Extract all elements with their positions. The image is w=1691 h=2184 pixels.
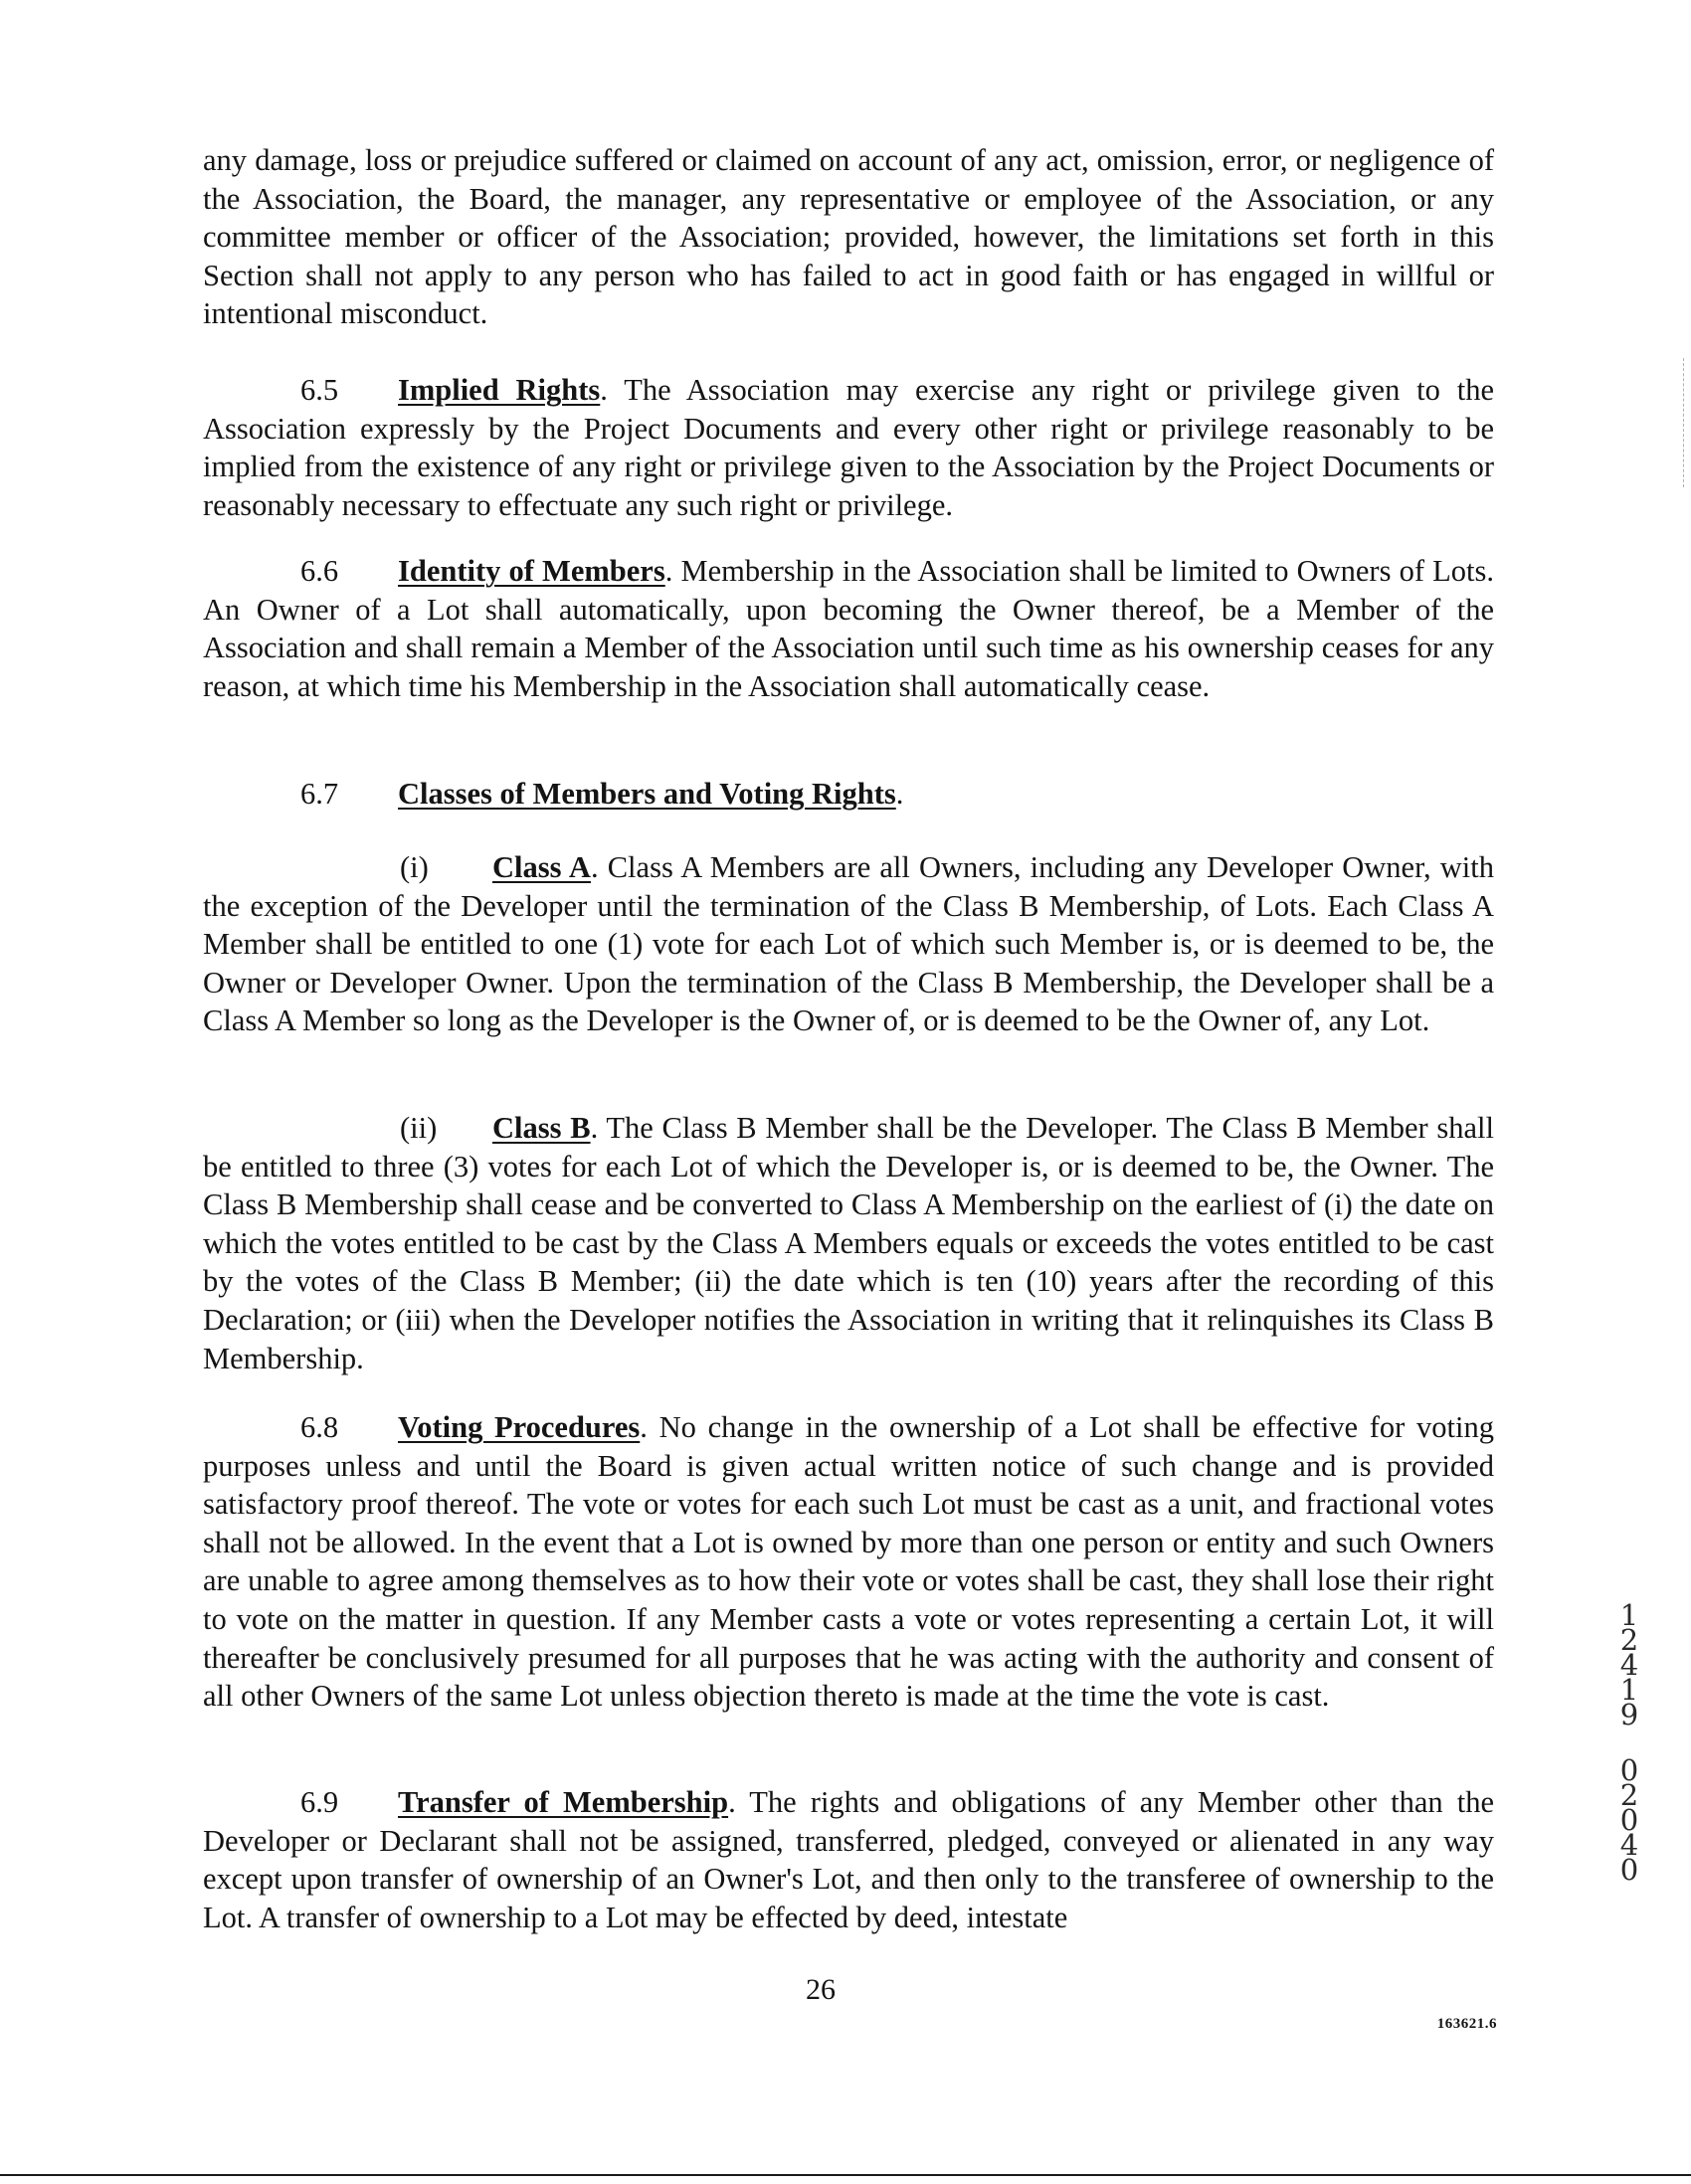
stamp-digit: 1 <box>1619 1673 1639 1707</box>
subsection-heading: Class B <box>492 1111 591 1145</box>
stamp-digit: 0 <box>1619 1803 1639 1837</box>
intro-text: any damage, loss or prejudice suffered or claimed on account of any act, omission, error, or negligence of the Association, the Board, the manager, any representative or employee of the Association, or any committee member or officer of the Association; provided, however, the limitations set forth in this Section shall not apply to any person who has failed to act in good faith or has engaged in willful or intentional misconduct. <box>203 143 1494 331</box>
section-6-9 <box>203 1783 1494 1936</box>
section-number: 6.9 <box>300 1785 339 1819</box>
section-6-5 <box>203 371 1494 524</box>
section-heading: Implied Rights <box>398 373 601 407</box>
stamp-digit: 4 <box>1619 1828 1639 1862</box>
section-heading: Voting Procedures <box>398 1410 641 1444</box>
stamp-digit: 1 <box>1619 1598 1639 1632</box>
recording-stamp-book <box>1617 1598 1641 1731</box>
section-heading: Classes of Members and Voting Rights <box>398 777 896 811</box>
stamp-digit: 9 <box>1619 1698 1639 1731</box>
section-number: 6.7 <box>300 777 339 811</box>
section-6-6 <box>203 552 1494 705</box>
section-number: 6.6 <box>300 554 339 588</box>
section-text: . Membership in the Association shall be limited to Owners of Lots. An Owner of a Lot shall automatically, upon becoming the Owner thereof, be a Member of the Association and shall remain a Member of the Association until such time as his ownership ceases for any reason, at which time his Membership in the Association shall automatically cease. <box>203 554 1494 703</box>
recording-stamp-page <box>1617 1753 1641 1887</box>
subsection-heading: Class A <box>492 850 591 884</box>
page-number: 26 <box>806 1973 836 2006</box>
subsection-number: (i) <box>400 850 429 884</box>
section-number: 6.5 <box>300 373 339 407</box>
section-heading: Identity of Members <box>398 554 665 588</box>
section-6-8 <box>203 1408 1494 1716</box>
section-text: . <box>895 777 904 811</box>
section-6-7 <box>203 775 1494 814</box>
subsection-6-7-i <box>203 848 1494 1040</box>
section-heading: Transfer of Membership <box>398 1785 729 1819</box>
subsection-6-7-ii <box>203 1109 1494 1377</box>
scan-edge-mark <box>1683 358 1685 487</box>
stamp-digit: 0 <box>1619 1753 1639 1787</box>
section-text: . The Association may exercise any right or privilege given to the Association expressly by the Project Documents and every other right or privilege reasonably to be implied from the existence of any right or privilege given to the Association by the Project Documents or reasonably necessary to effectuate any such right or privilege. <box>203 373 1494 522</box>
section-number: 6.8 <box>300 1410 339 1444</box>
section-text: . No change in the ownership of a Lot shall be effective for voting purposes unless and until the Board is given actual written notice of such change and is provided satisfactory proof thereof. The vote or votes for each such Lot must be cast as a unit, and fractional votes shall not be allowed. In the event that a Lot is owned by more than one person or entity and such Owners are unable to agree among themselves as to how their vote or votes shall be cast, they shall lose their right to vote on the matter in question. If any Member casts a vote or votes representing a certain Lot, it will thereafter be conclusively presumed for all purposes that he was acting with the authority and consent of all other Owners of the same Lot unless objection thereto is made at the time the vote is cast. <box>203 1410 1494 1714</box>
stamp-digit: 2 <box>1619 1623 1639 1657</box>
paragraph-intro <box>203 141 1494 333</box>
subsection-number: (ii) <box>400 1111 438 1145</box>
stamp-digit: 2 <box>1619 1778 1639 1812</box>
stamp-digit: 0 <box>1619 1853 1639 1887</box>
section-text: . The rights and obligations of any Member other than the Developer or Declarant shall not be assigned, transferred, pledged, conveyed or alienated in any way except upon transfer of ownership of an Owner's Lot, and then only to the transferee of ownership to the Lot. A transfer of ownership to a Lot may be effected by deed, intestate <box>203 1785 1494 1934</box>
subsection-text: . Class A Members are all Owners, including any Developer Owner, with the exception of the Developer until the termination of the Class B Membership, of Lots. Each Class A Member shall be entitled to one (1) vote for each Lot of which such Member is, or is deemed to be, the Owner or Developer Owner. Upon the termination of the Class B Membership, the Developer shall be a Class A Member so long as the Developer is the Owner of, or is deemed to be the Owner of, any Lot. <box>203 850 1494 1038</box>
stamp-digit: 4 <box>1619 1648 1639 1682</box>
subsection-text: . The Class B Member shall be the Developer. The Class B Member shall be entitled to three (3) votes for each Lot of which the Developer is, or is deemed to be, the Owner. The Class B Membership shall cease and be converted to Class A Membership on the earliest of (i) the date on which the votes entitled to be cast by the Class A Members equals or exceeds the votes entitled to be cast by the votes of the Class B Member; (ii) the date which is ten (10) years after the recording of this Declaration; or (iii) when the Developer notifies the Association in writing that it relinquishes its Class B Membership. <box>203 1111 1494 1375</box>
scan-bottom-edge <box>0 2174 1691 2176</box>
document-id: 163621.6 <box>1436 2016 1497 2032</box>
